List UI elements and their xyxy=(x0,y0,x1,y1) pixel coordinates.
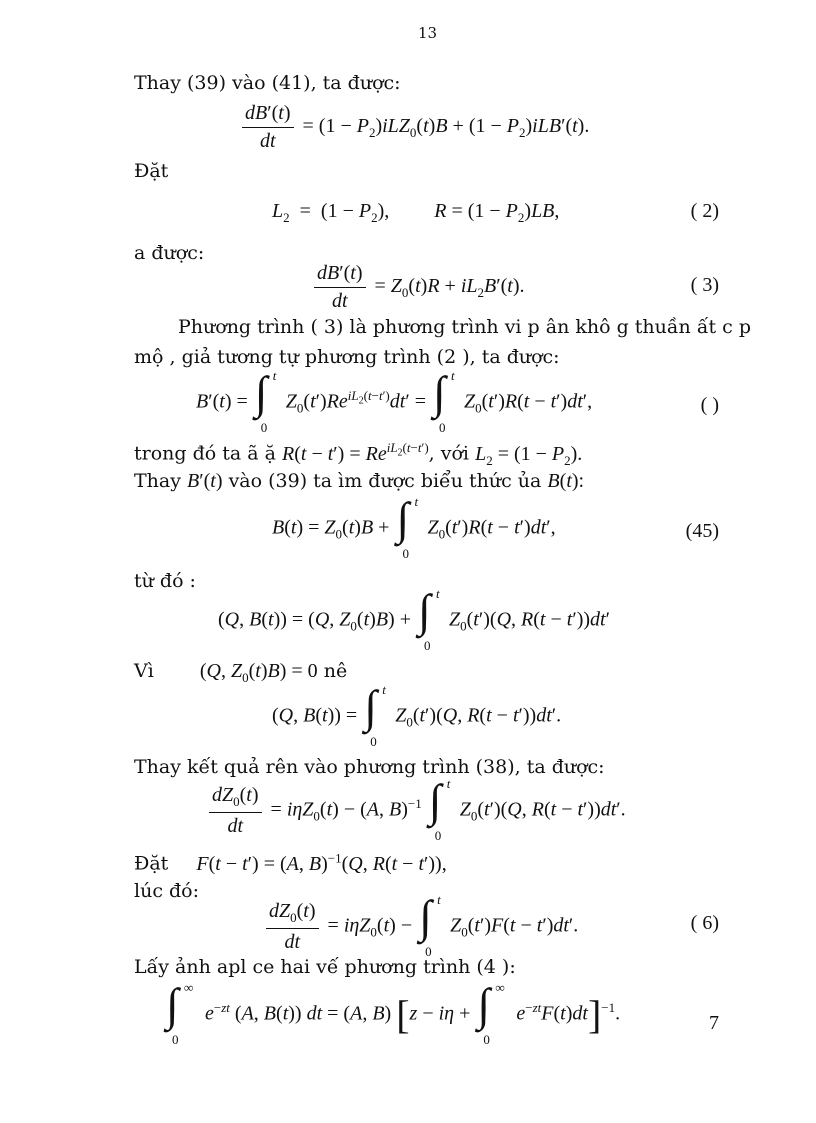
para-thay-b: Thay B′(t) vào (39) ta ìm được biểu thức ủa B(t): xyxy=(134,470,585,492)
equation-44: B′(t) = ∫ t 0 $Z_0(t')Re^{iL_2(t-t')}dt'$ = ∫ t 0 $Z_0(t')R(t - t')dt'$, xyxy=(196,367,593,435)
para-dat-2: Đặt F(t − t′) = (A, B)$^{-1}$(Q, R(t − t′)), xyxy=(134,850,447,875)
trong-do-text: trong đó ta ã ặ xyxy=(134,442,276,465)
eq-number-47: 7 xyxy=(709,1012,719,1034)
para-tu-do: từ đó : xyxy=(134,570,196,592)
equation-43: $\frac{dB'(t)}{dt}$ = $Z_0(t)R + iL_2B'(t)$. xyxy=(310,262,525,313)
dat-2-text: Đặt xyxy=(134,852,169,875)
para-intro-1: Thay (39) vào (41), ta được: xyxy=(134,72,401,94)
para-trong-do: trong đó ta ã ặ $R(t - t') = Re^{iL_2(t-t')}$, với $L_2 = (1 - P_2)$. xyxy=(134,440,583,468)
equation-q-b: (Q, B(t)) = (Q, $Z_0(t)B$) + ∫ t 0 $Z_0(t')(Q$, R(t − t′))dt′ xyxy=(218,585,610,653)
para-vi: Vì (Q, $Z_0(t)B) = 0$ nê xyxy=(134,660,348,685)
para-lay-anh: Lấy ảnh apl ce hai vế phương trình (4 ): xyxy=(134,956,516,978)
eq-number-43: ( 3) xyxy=(690,274,719,296)
eq-number-44: ( ) xyxy=(700,394,719,416)
para-a-duoc: a được: xyxy=(134,242,205,264)
thay-text: Thay xyxy=(134,470,181,492)
vi-text: Vì xyxy=(134,660,154,682)
equation-47: ∫ ∞ 0 $e^{-zt}$ (A, B(t)) dt = (A, B) [z − iη + ∫ ∞ 0 $e^{-zt}F(t)dt]^{-1}$. xyxy=(166,979,621,1047)
equation-q-b-result: (Q, B(t)) = ∫ t 0 $Z_0(t')(Q$, R(t − t′))dt′. xyxy=(272,681,562,749)
equation-45: $B(t) = Z_0(t)B$ + ∫ t 0 $Z_0(t')R(t - t')dt'$, xyxy=(272,493,556,561)
equation-41-substituted: $\frac{dB'(t)}{dt}$ = $(1 - P_2)iLZ_0(t)B + (1 - P_2)iLB'(t)$. xyxy=(238,102,589,153)
para-thay-ket-qua: Thay kết quả rên vào phương trình (38), ta được: xyxy=(134,756,605,778)
para-luc-do: lúc đó: xyxy=(134,880,199,902)
ne-text: nê xyxy=(323,660,348,682)
page-number: 13 xyxy=(418,24,438,42)
equation-46: $\frac{dZ_0(t)}{dt}$ = iηZ$_0$(t) − ∫ t 0 $Z_0(t')F(t - t')dt'$. xyxy=(262,900,578,954)
equation-dz0: $\frac{dZ_0(t)}{dt}$ = iηZ$_0$(t) − (A, B)$^{-1}$ ∫ t 0 $Z_0(t')(Q$, R(t − t′))dt′. xyxy=(205,784,626,838)
vao-39-text: vào (39) ta ìm được biểu thức ủa xyxy=(228,470,542,492)
voi-text: , với xyxy=(428,442,470,465)
eq-number-45: (45) xyxy=(685,520,719,542)
para-dat-1: Đặt xyxy=(134,160,169,182)
para-mo-gia: mộ , giả tương tự phương trình (2 ), ta được: xyxy=(134,346,560,368)
equation-42: $L_2 = (1 - P_2)$, $R = (1 - P_2)LB$, xyxy=(272,200,560,225)
eq-number-46: ( 6) xyxy=(690,912,719,934)
eq-number-42: ( 2) xyxy=(690,200,719,222)
para-phuong-trinh: Phương trình ( 3) là phương trình vi p ân khô g thuần ất c p xyxy=(178,316,751,338)
